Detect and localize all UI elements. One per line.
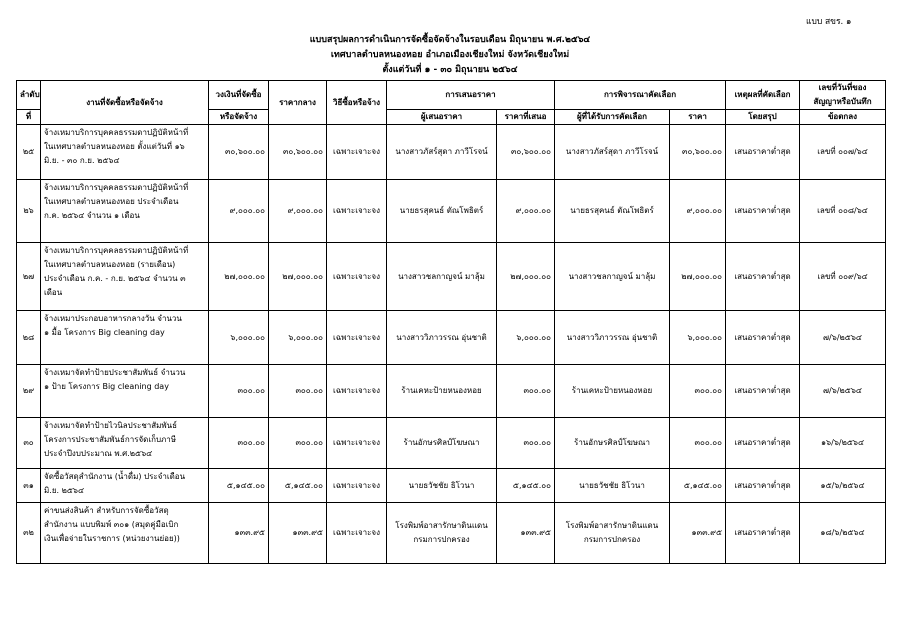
cell-task-line: ในเทศบาลตำบลหนองหอย ประจำเดือน	[44, 197, 179, 206]
cell-winner-line: นายธรสุคนธ์ ตัณโพธิตร์	[570, 206, 654, 215]
cell-offer-price: ๙,๐๐๐.๐๐	[497, 180, 555, 243]
cell-price: ๓๐,๖๐๐.๐๐	[670, 125, 726, 180]
header-select-group: การพิจารณาคัดเลือก	[555, 81, 726, 110]
cell-reason: เสนอราคาต่ำสุด	[726, 311, 800, 365]
cell-offeror-line: นางสาววิภาวรรณ อุ่นชาติ	[396, 332, 487, 342]
cell-method: เฉพาะเจาะจง	[327, 418, 387, 469]
header-reason: เหตุผลที่คัดเลือก	[726, 81, 800, 110]
cell-no: ๓๒	[17, 503, 41, 564]
cell-reason: เสนอราคาต่ำสุด	[726, 180, 800, 243]
cell-budget: ๙,๐๐๐.๐๐	[209, 180, 269, 243]
cell-offeror-line: นางสาวชลกาญจน์ มาลุ้ม	[398, 271, 485, 281]
cell-no: ๒๖	[17, 180, 41, 243]
cell-no: ๓๐	[17, 418, 41, 469]
header-offeror: ผู้เสนอราคา	[387, 110, 497, 125]
header-offer-price: ราคาที่เสนอ	[497, 110, 555, 125]
cell-offer-price: ๓๐๐.๐๐	[497, 365, 555, 418]
cell-task-line: มิ.ย. - ๓๐ ก.ย. ๒๕๖๔	[44, 156, 120, 165]
cell-median: ๓๐,๖๐๐.๐๐	[269, 125, 327, 180]
cell-no: ๒๘	[17, 311, 41, 365]
header-price: ราคา	[670, 110, 726, 125]
cell-task-line: โครงการประชาสัมพันธ์การจัดเก็บภาษี	[44, 435, 177, 444]
table-row	[17, 365, 886, 418]
cell-reason: เสนอราคาต่ำสุด	[726, 503, 800, 564]
cell-task	[41, 503, 209, 564]
cell-task	[41, 125, 209, 180]
cell-task-line: จัดซื้อวัสดุสำนักงาน (น้ำดื่ม) ประจำเดือน	[44, 472, 186, 481]
cell-price: ๖,๐๐๐.๐๐	[670, 311, 726, 365]
header-contract-line: เลขที่วันที่ของ	[818, 83, 867, 92]
cell-method: เฉพาะเจาะจง	[327, 469, 387, 503]
header-budget-2: หรือจัดจ้าง	[209, 110, 269, 125]
cell-offeror	[387, 311, 497, 365]
cell-offeror-line: นายธวัชชัย ธิโวนา	[408, 480, 475, 490]
cell-offeror	[387, 418, 497, 469]
header-budget: วงเงินที่จัดซื้อ	[209, 81, 269, 110]
cell-task-line: ในเทศบาลตำบลหนองหอย (รายเดือน)	[44, 260, 176, 269]
cell-offeror	[387, 365, 497, 418]
cell-method: เฉพาะเจาะจง	[327, 180, 387, 243]
cell-winner-line: นางสาววิภาวรรณ อุ่นชาติ	[566, 332, 658, 342]
cell-task-line: ค่าขนส่งสินค้า สำหรับการจัดซื้อวัสดุ	[44, 506, 169, 515]
cell-reason: เสนอราคาต่ำสุด	[726, 418, 800, 469]
cell-offeror-line: ร้านเคหะป้ายหนองหอย	[401, 386, 482, 395]
cell-median: ๓๐๐.๐๐	[269, 365, 327, 418]
cell-task	[41, 311, 209, 365]
cell-offer-price: ๓๐,๖๐๐.๐๐	[497, 125, 555, 180]
cell-reason: เสนอราคาต่ำสุด	[726, 125, 800, 180]
cell-reason: เสนอราคาต่ำสุด	[726, 469, 800, 503]
header-task: งานที่จัดซื้อหรือจัดจ้าง	[41, 81, 209, 125]
cell-winner-line: นางสาวชลกาญจน์ มาลุ้ม	[568, 271, 656, 281]
header-median: ราคากลาง	[269, 81, 327, 125]
header-reason-2: โดยสรุป	[726, 110, 800, 125]
cell-budget: ๓๐๐.๐๐	[209, 365, 269, 418]
header-contract	[800, 81, 886, 110]
cell-offer-price: ๕,๑๔๕.๐๐	[497, 469, 555, 503]
cell-contract: ๑๕/๖/๒๕๖๔	[800, 469, 886, 503]
table-row	[17, 503, 886, 564]
cell-offeror	[387, 503, 497, 564]
cell-task	[41, 365, 209, 418]
table-row	[17, 180, 886, 243]
cell-winner-line: กรมการปกครอง	[583, 535, 641, 544]
cell-median: ๖,๐๐๐.๐๐	[269, 311, 327, 365]
table-row	[17, 311, 886, 365]
cell-task-line: จ้างเหมาบริการบุคคลธรรมดาปฏิบัติหน้าที่	[44, 246, 189, 255]
cell-contract: ๑๘/๖/๒๕๖๔	[800, 503, 886, 564]
cell-winner-line: ร้านอักษรศิลป์โฆษณา	[574, 438, 650, 447]
cell-price: ๓๐๐.๐๐	[670, 365, 726, 418]
cell-reason: เสนอราคาต่ำสุด	[726, 243, 800, 311]
header-offer-group: การเสนอราคา	[387, 81, 555, 110]
cell-reason: เสนอราคาต่ำสุด	[726, 365, 800, 418]
header-method: วิธีซื้อหรือจ้าง	[327, 81, 387, 125]
cell-task-line: จ้างเหมาประกอบอาหารกลางวัน จำนวน	[44, 314, 182, 323]
cell-method: เฉพาะเจาะจง	[327, 125, 387, 180]
cell-task-line: มิ.ย. ๒๕๖๔	[44, 486, 85, 495]
cell-no: ๓๑	[17, 469, 41, 503]
cell-winner-line: โรงพิมพ์อาสารักษาดินแดน	[565, 521, 659, 530]
report-subtitle: เทศบาลตำบลหนองหอย อำเภอเมืองเชียงใหม่ จังหวัดเชียงใหม่	[330, 50, 570, 60]
cell-price: ๒๗,๐๐๐.๐๐	[670, 243, 726, 311]
cell-offeror-line: นายธรสุคนธ์ ตัณโพธิตร์	[399, 206, 484, 215]
cell-no: ๒๕	[17, 125, 41, 180]
cell-winner	[555, 243, 670, 311]
cell-price: ๕,๑๔๕.๐๐	[670, 469, 726, 503]
cell-median: ๒๗,๐๐๐.๐๐	[269, 243, 327, 311]
header-contract-3: ข้อตกลง	[800, 110, 886, 125]
cell-contract: เลขที่ ๐๐๗/๖๔	[800, 125, 886, 180]
table-row	[17, 125, 886, 180]
cell-offeror	[387, 180, 497, 243]
cell-task-line: จ้างเหมาบริการบุคคลธรรมดาปฏิบัติหน้าที่	[44, 183, 189, 192]
report-title: แบบสรุปผลการดำเนินการจัดซื้อจัดจ้างในรอบเดือน มิถุนายน พ.ศ.๒๕๖๔	[309, 35, 591, 45]
cell-winner	[555, 469, 670, 503]
cell-budget: ๓๐,๖๐๐.๐๐	[209, 125, 269, 180]
cell-offeror-line: โรงพิมพ์อาสารักษาดินแดน	[395, 521, 488, 530]
header-winner: ผู้ที่ได้รับการคัดเลือก	[555, 110, 670, 125]
cell-task-line: เดือน	[44, 288, 63, 297]
cell-winner	[555, 365, 670, 418]
cell-winner	[555, 180, 670, 243]
cell-offeror-line: ร้านอักษรศิลป์โฆษณา	[403, 438, 480, 447]
cell-task-line: จ้างเหมาจัดทำป้ายประชาสัมพันธ์ จำนวน	[44, 368, 186, 377]
cell-offeror-line: นางสาวภัสร์สุดา ภาวีโรจน์	[395, 147, 488, 156]
cell-budget: ๒๗,๐๐๐.๐๐	[209, 243, 269, 311]
cell-budget: ๑๓๓.๙๕	[209, 503, 269, 564]
table-row	[17, 243, 886, 311]
cell-budget: ๓๐๐.๐๐	[209, 418, 269, 469]
cell-contract: ๗/๖/๒๕๖๔	[800, 311, 886, 365]
cell-winner-line: นายธวัชชัย ธิโวนา	[579, 480, 645, 490]
cell-offer-price: ๒๗,๐๐๐.๐๐	[497, 243, 555, 311]
cell-winner-line: นางสาวภัสร์สุดา ภาวีโรจน์	[565, 147, 659, 156]
cell-task-line: ก.ค. ๒๕๖๔ จำนวน ๑ เดือน	[44, 211, 140, 220]
header-contract-line: สัญญาหรือบันทึก	[813, 97, 872, 106]
cell-median: ๙,๐๐๐.๐๐	[269, 180, 327, 243]
cell-median: ๑๓๓.๙๕	[269, 503, 327, 564]
cell-offeror	[387, 125, 497, 180]
cell-price: ๙,๐๐๐.๐๐	[670, 180, 726, 243]
header-no-2: ที่	[17, 110, 41, 125]
cell-task-line: ในเทศบาลตำบลหนองหอย ตั้งแต่วันที่ ๑๖	[44, 142, 185, 151]
cell-winner	[555, 125, 670, 180]
cell-offeror	[387, 469, 497, 503]
cell-contract: ๗/๖/๒๕๖๔	[800, 365, 886, 418]
cell-price: ๑๓๓.๙๕	[670, 503, 726, 564]
cell-winner	[555, 418, 670, 469]
cell-offeror-line: กรมการปกครอง	[413, 535, 470, 544]
cell-task-line: สำนักงาน แบบพิมพ์ ๓๐๑ (สมุดคู่มือเบิก	[44, 520, 179, 529]
cell-no: ๒๗	[17, 243, 41, 311]
cell-winner	[555, 311, 670, 365]
cell-no: ๒๙	[17, 365, 41, 418]
cell-task-line: เงินเพื่อจ่ายในราชการ (หน่วยงานย่อย))	[44, 534, 180, 543]
form-code: แบบ สขร. ๑	[806, 17, 852, 27]
cell-method: เฉพาะเจาะจง	[327, 311, 387, 365]
cell-task-line: ประจำปีงบประมาณ พ.ศ.๒๕๖๔	[44, 449, 153, 458]
cell-median: ๓๐๐.๐๐	[269, 418, 327, 469]
cell-contract: ๑๖/๖/๒๕๖๔	[800, 418, 886, 469]
cell-task-line: จ้างเหมาบริการบุคคลธรรมดาปฏิบัติหน้าที่	[44, 128, 189, 137]
cell-winner-line: ร้านเคหะป้ายหนองหอย	[571, 386, 653, 395]
cell-price: ๓๐๐.๐๐	[670, 418, 726, 469]
cell-task-line: ๑ ป้าย โครงการ Big cleaning day	[44, 382, 169, 391]
cell-task-line: ประจำเดือน ก.ค. - ก.ย. ๒๕๖๔ จำนวน ๓	[44, 274, 186, 283]
cell-offer-price: ๑๓๓.๙๕	[497, 503, 555, 564]
cell-offeror	[387, 243, 497, 311]
cell-task	[41, 418, 209, 469]
table-row	[17, 469, 886, 503]
cell-method: เฉพาะเจาะจง	[327, 365, 387, 418]
cell-budget: ๕,๑๔๕.๐๐	[209, 469, 269, 503]
cell-task	[41, 180, 209, 243]
cell-median: ๕,๑๔๕.๐๐	[269, 469, 327, 503]
cell-method: เฉพาะเจาะจง	[327, 503, 387, 564]
cell-method: เฉพาะเจาะจง	[327, 243, 387, 311]
cell-offer-price: ๖,๐๐๐.๐๐	[497, 311, 555, 365]
cell-winner	[555, 503, 670, 564]
cell-contract: เลขที่ ๐๐๙/๖๔	[800, 243, 886, 311]
table-row	[17, 418, 886, 469]
cell-task-line: ๑ มื้อ โครงการ Big cleaning day	[44, 328, 165, 337]
cell-budget: ๖,๐๐๐.๐๐	[209, 311, 269, 365]
procurement-table	[16, 80, 886, 564]
cell-task-line: จ้างเหมาจัดทำป้ายไวนิลประชาสัมพันธ์	[44, 421, 178, 430]
cell-task	[41, 469, 209, 503]
report-period: ตั้งแต่วันที่ ๑ - ๓๐ มิถุนายน ๒๕๖๔	[382, 65, 518, 75]
cell-offer-price: ๓๐๐.๐๐	[497, 418, 555, 469]
cell-task	[41, 243, 209, 311]
cell-contract: เลขที่ ๐๐๘/๖๔	[800, 180, 886, 243]
header-no: ลำดับ	[17, 81, 41, 110]
